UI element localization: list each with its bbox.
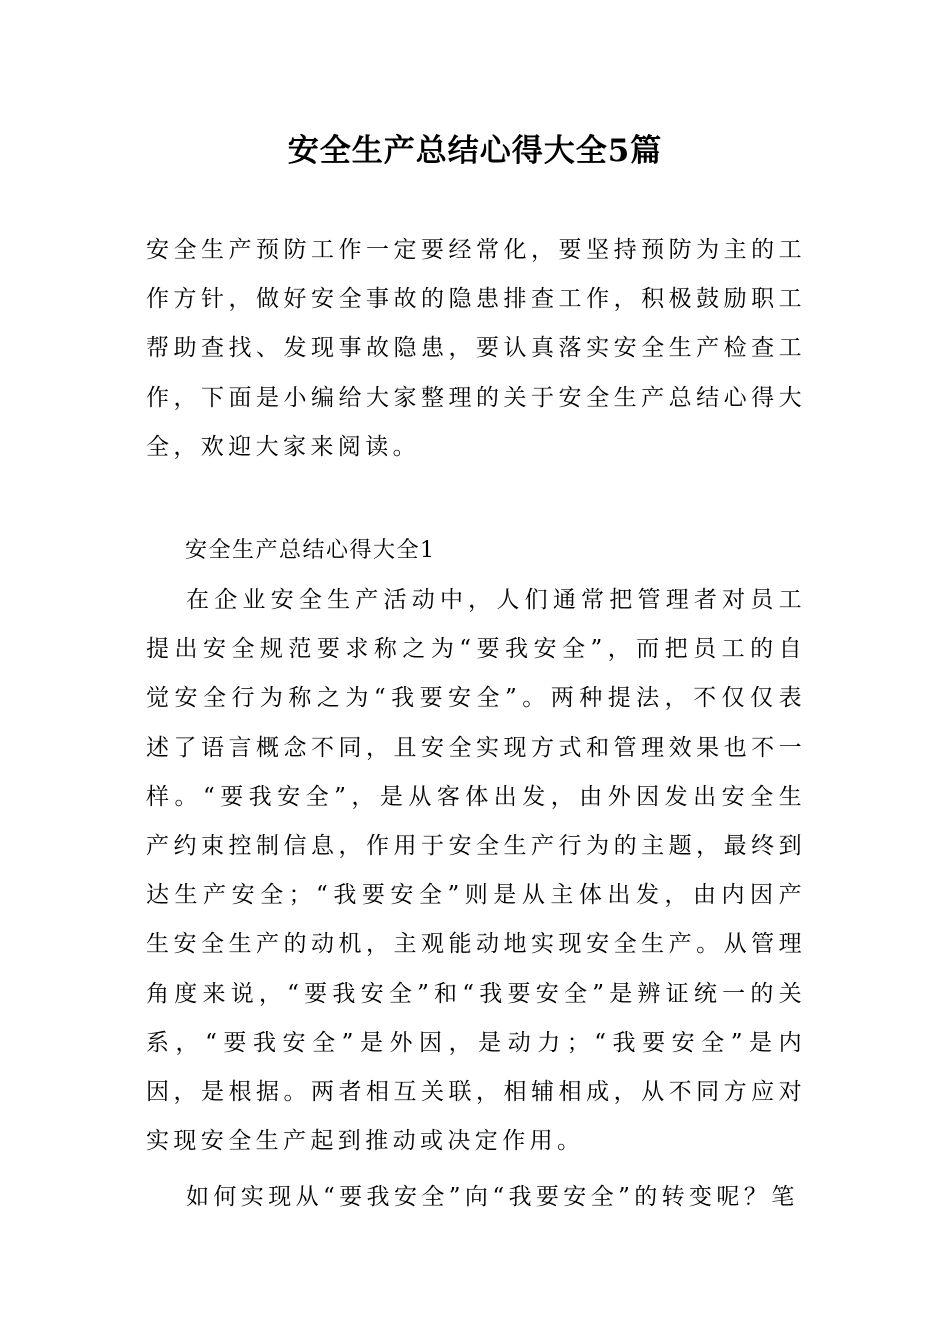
body-paragraph-2: 如何实现从“要我安全”向“我要安全”的转变呢？笔 — [186, 1184, 799, 1210]
intro-paragraph: 安全生产预防工作一定要经常化，要坚持预防为主的工作方针，做好安全事故的隐患排查工作，积极鼓励职工帮助查找、发现事故隐患，要认真落实安全生产检查工作，下面是小编给大家整理的关于安全生产总结心得大全，欢迎大家来阅读。 — [146, 237, 806, 460]
section-heading: 安全生产总结心得大全1 — [185, 538, 436, 563]
body-paragraph-1: 在企业安全生产活动中，人们通常把管理者对员工提出安全规范要求称之为“要我安全”，而把员工的自觉安全行为称之为“我要安全”。两种提法，不仅仅表述了语言概念不同，且安全实现方式和管理效果也不一样。“要我安全”，是从客体出发，由外因发出安全生产约束控制信息，作用于安全生产行为的主题，最终到达生产安全；“我要安全”则是从主体出发，由内因产生安全生产的动机，主观能动地实现安全生产。从管理角度来说，“要我安全”和“我要安全”是辨证统一的关系，“要我安全”是外因，是动力；“我要安全”是内因，是根据。两者相互关联，相辅相成，从不同方应对实现安全生产起到推动或决定作用。 — [146, 587, 806, 1155]
document-title: 安全生产总结心得大全5篇 — [287, 133, 663, 169]
